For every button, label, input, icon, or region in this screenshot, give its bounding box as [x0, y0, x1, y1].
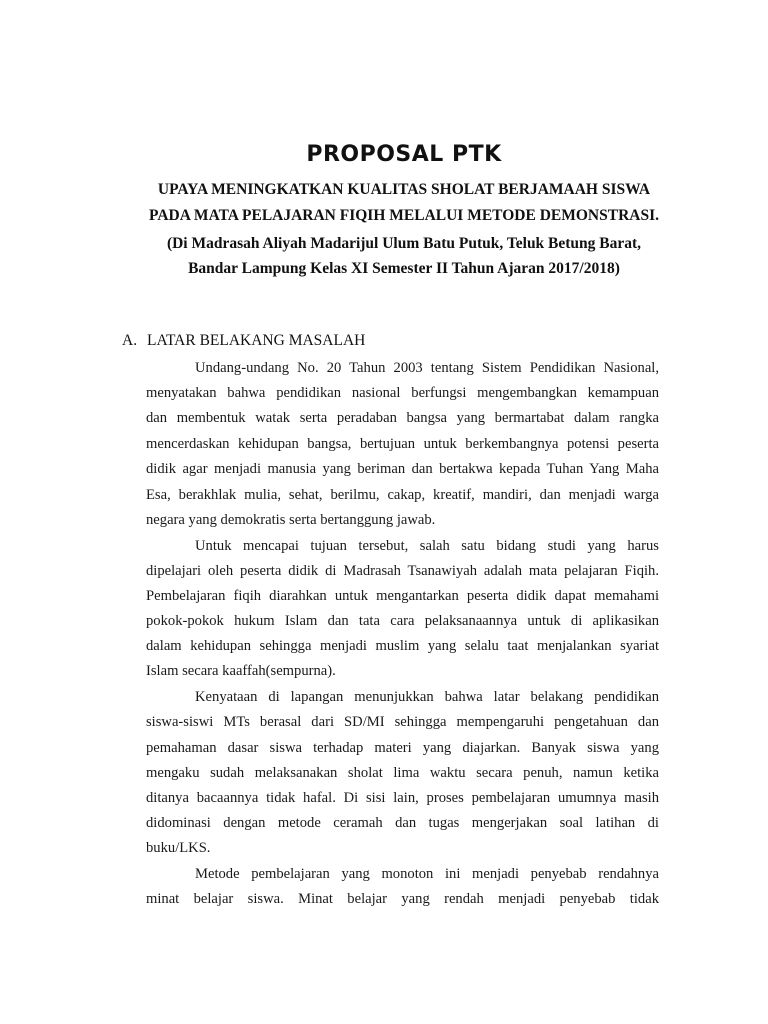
subtitle-line-1: UPAYA MENINGKATKAN KUALITAS SHOLAT BERJAMAAH SISWA — [157, 181, 651, 198]
document-title: PROPOSAL PTK — [306, 142, 502, 167]
body-line: pokok-pokok hukum Islam dan tata cara pelaksanaannya untuk di aplikasikan — [146, 613, 659, 629]
body-line: menyatakan bahwa pendidikan nasional berfungsi mengembangkan kemampuan — [146, 385, 659, 401]
body-line: dipelajari oleh peserta didik di Madrasah Tsanawiyah adalah mata pelajaran Fiqih. — [146, 563, 659, 579]
body-line: buku/LKS. — [146, 840, 211, 856]
section-heading-text: LATAR BELAKANG MASALAH — [147, 332, 366, 349]
body-line: negara yang demokratis serta bertanggung jawab. — [146, 512, 436, 528]
body-line: Pembelajaran fiqih diarahkan untuk mengantarkan peserta didik dapat memahami — [146, 588, 659, 604]
body-line: mengaku sudah melaksanakan sholat lima waktu secara penuh, namun ketika — [146, 765, 659, 781]
body-line: pemahaman dasar siswa terhadap materi yang diajarkan. Banyak siswa yang — [146, 740, 659, 756]
subtitle-line-2: PADA MATA PELAJARAN FIQIH MELALUI METODE DEMONSTRASI. — [149, 207, 659, 224]
body-line: Islam secara kaaffah(sempurna). — [146, 663, 336, 679]
body-line: Metode pembelajaran yang monoton ini menjadi penyebab rendahnya — [195, 866, 659, 882]
body-line: Untuk mencapai tujuan tersebut, salah satu bidang studi yang harus — [195, 538, 659, 554]
body-line: mencerdaskan kehidupan bangsa, bertujuan untuk berkembangnya potensi peserta — [146, 436, 659, 452]
section-heading — [122, 331, 365, 351]
body-line: Undang-undang No. 20 Tahun 2003 tentang Sistem Pendidikan Nasional, — [195, 360, 659, 376]
subtitle-line-4: Bandar Lampung Kelas XI Semester II Tahun Ajaran 2017/2018) — [188, 260, 620, 277]
body-line: minat belajar siswa. Minat belajar yang rendah menjadi penyebab tidak — [146, 891, 659, 907]
subtitle-line-3: (Di Madrasah Aliyah Madarijul Ulum Batu Putuk, Teluk Betung Barat, — [166, 235, 642, 252]
section-number: A. — [122, 332, 138, 349]
body-line: dan membentuk watak serta peradaban bangsa yang bermartabat dalam rangka — [146, 410, 659, 426]
body-line: dalam kehidupan sehingga menjadi muslim yang selalu taat menjalankan syariat — [146, 638, 659, 654]
body-line: didominasi dengan metode ceramah dan tugas mengerjakan soal latihan di — [146, 815, 659, 831]
body-line: ditanya bacaannya tidak hafal. Di sisi lain, proses pembelajaran umumnya masih — [146, 790, 659, 806]
body-line: didik agar menjadi manusia yang beriman dan bertakwa kepada Tuhan Yang Maha — [146, 461, 659, 477]
body-line: siswa-siswi MTs berasal dari SD/MI sehingga mempengaruhi pengetahuan dan — [146, 714, 659, 730]
body-line: Kenyataan di lapangan menunjukkan bahwa latar belakang pendidikan — [195, 689, 659, 705]
body-line: Esa, berakhlak mulia, sehat, berilmu, cakap, kreatif, mandiri, dan menjadi warga — [146, 487, 659, 503]
